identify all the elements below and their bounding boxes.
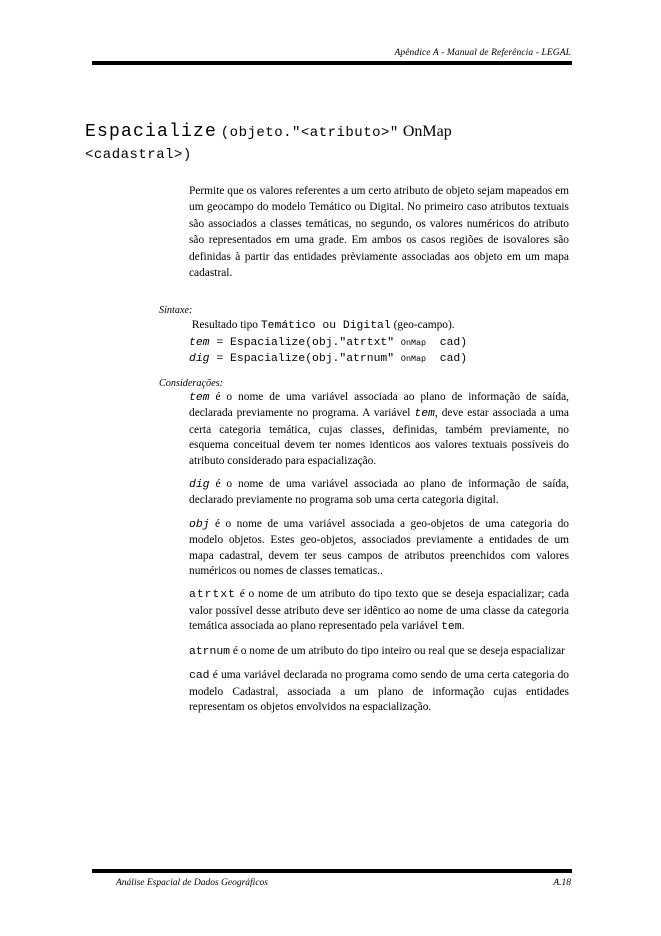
consideration-item — [189, 587, 569, 635]
consideration-text: é o nome de uma variável associada ao plano de informação de saída, declarada previamente no programa. A variável — [189, 391, 569, 420]
consideration-text-cont: , deve estar associada a uma certa categoria temática, cujas classes, definidas, também previamente, no esquema conceitual devem ter nomes identicos aos valores textuais possíveis do atributo considerado para espacialização. — [189, 407, 569, 467]
syntax-line2-var: dig — [189, 353, 210, 366]
syntax-ou: ou — [315, 320, 343, 332]
footer-rule — [92, 869, 572, 873]
syntax-line2-expr: = Espacialize(obj."atrnum" — [209, 353, 401, 366]
syntax-line1-expr: = Espacialize(obj."atrtxt" — [209, 336, 401, 349]
command-title — [85, 121, 585, 166]
consideration-text: é o nome de uma variável associada ao plano de informação de saída, declarado previamente no programa sob uma certa categoria digital. — [189, 478, 569, 507]
syntax-line-1 — [189, 335, 589, 352]
consideration-text: é o nome de um atributo do tipo texto que se deseja espacializar; cada valor possível desse atributo deve ser idêntico ao nome de uma classe da categoria temática associada ao plano representado pela variável — [189, 588, 569, 633]
consideration-text: é o nome de uma variável associada a geo-objetos de uma categoria do modelo objetos. Estes geo-objetos, associados previamente a entidades de um mapa cadastral, devem ter seus campos de atributos preenchidos com valores numéricos ou nomes de classes tematicas.. — [189, 517, 569, 578]
syntax-line-2 — [189, 351, 589, 368]
syntax-line2-onmap: OnMap — [400, 354, 427, 365]
syntax-result-line — [189, 318, 589, 335]
syntax-result-suffix: (geo-campo). — [390, 319, 455, 331]
page-number: A.18 — [553, 878, 571, 888]
command-name: Espacialize — [85, 122, 218, 142]
consideration-term: atrnum — [189, 645, 231, 658]
consideration-item — [189, 390, 569, 469]
title-line-1 — [85, 121, 585, 144]
consideration-term-inline: tem — [441, 621, 462, 634]
header-rule — [92, 61, 572, 65]
footer-book-title: Análise Espacial de Dados Geográficos — [116, 878, 268, 888]
considerations-label: Considerações: — [159, 378, 223, 389]
syntax-label: Sintaxe: — [159, 305, 193, 316]
syntax-digital: Digital — [342, 320, 391, 332]
syntax-line1-onmap: OnMap — [400, 337, 427, 348]
consideration-text-cont: . — [461, 620, 465, 633]
consideration-term: dig — [189, 479, 210, 492]
command-args-2: <cadastral>) — [85, 147, 192, 163]
syntax-line2-end: cad) — [426, 353, 468, 366]
syntax-line1-var: tem — [189, 336, 210, 349]
syntax-tematico: Temático — [260, 320, 316, 332]
syntax-result-prefix: Resultado tipo — [191, 319, 261, 331]
consideration-item — [189, 477, 569, 509]
consideration-text: é uma variável declarada no programa como sendo de uma certa categoria do modelo Cadastral, associada a um plano de informação cujas entidades representam os objetos envolvidos na espacialização. — [189, 669, 569, 713]
consideration-term: atrtxt — [189, 589, 237, 602]
consideration-term: cad — [189, 670, 210, 683]
consideration-term: obj — [189, 518, 210, 531]
command-args-1: (objeto."<atributo>" — [220, 125, 399, 141]
command-onmap: OnMap — [398, 123, 452, 140]
consideration-term-inline: tem — [414, 408, 435, 421]
consideration-term: tem — [189, 392, 210, 404]
syntax-line1-end: cad) — [426, 336, 468, 349]
considerations-list — [189, 390, 569, 723]
consideration-item — [189, 644, 569, 660]
consideration-text: é o nome de um atributo do tipo inteiro ou real que se deseja espacializar — [230, 644, 565, 657]
consideration-item — [189, 517, 569, 580]
description: Permite que os valores referentes a um certo atributo de objeto sejam mapeados em um geocampo do modelo Temático ou Digital. No primeiro caso atributos textuais são associados a classes temáticas, no segundo, os valores numéricos do atributo são representados em uma grade. Em ambos os casos regiões de isovalores são definidas à partir das entidades prèviamente associadas aos objeto em um mapa cadastral. — [189, 185, 569, 280]
syntax-block — [189, 318, 589, 368]
running-header: Apêndice A - Manual de Referência - LEGAL — [394, 48, 571, 58]
consideration-item — [189, 668, 569, 715]
